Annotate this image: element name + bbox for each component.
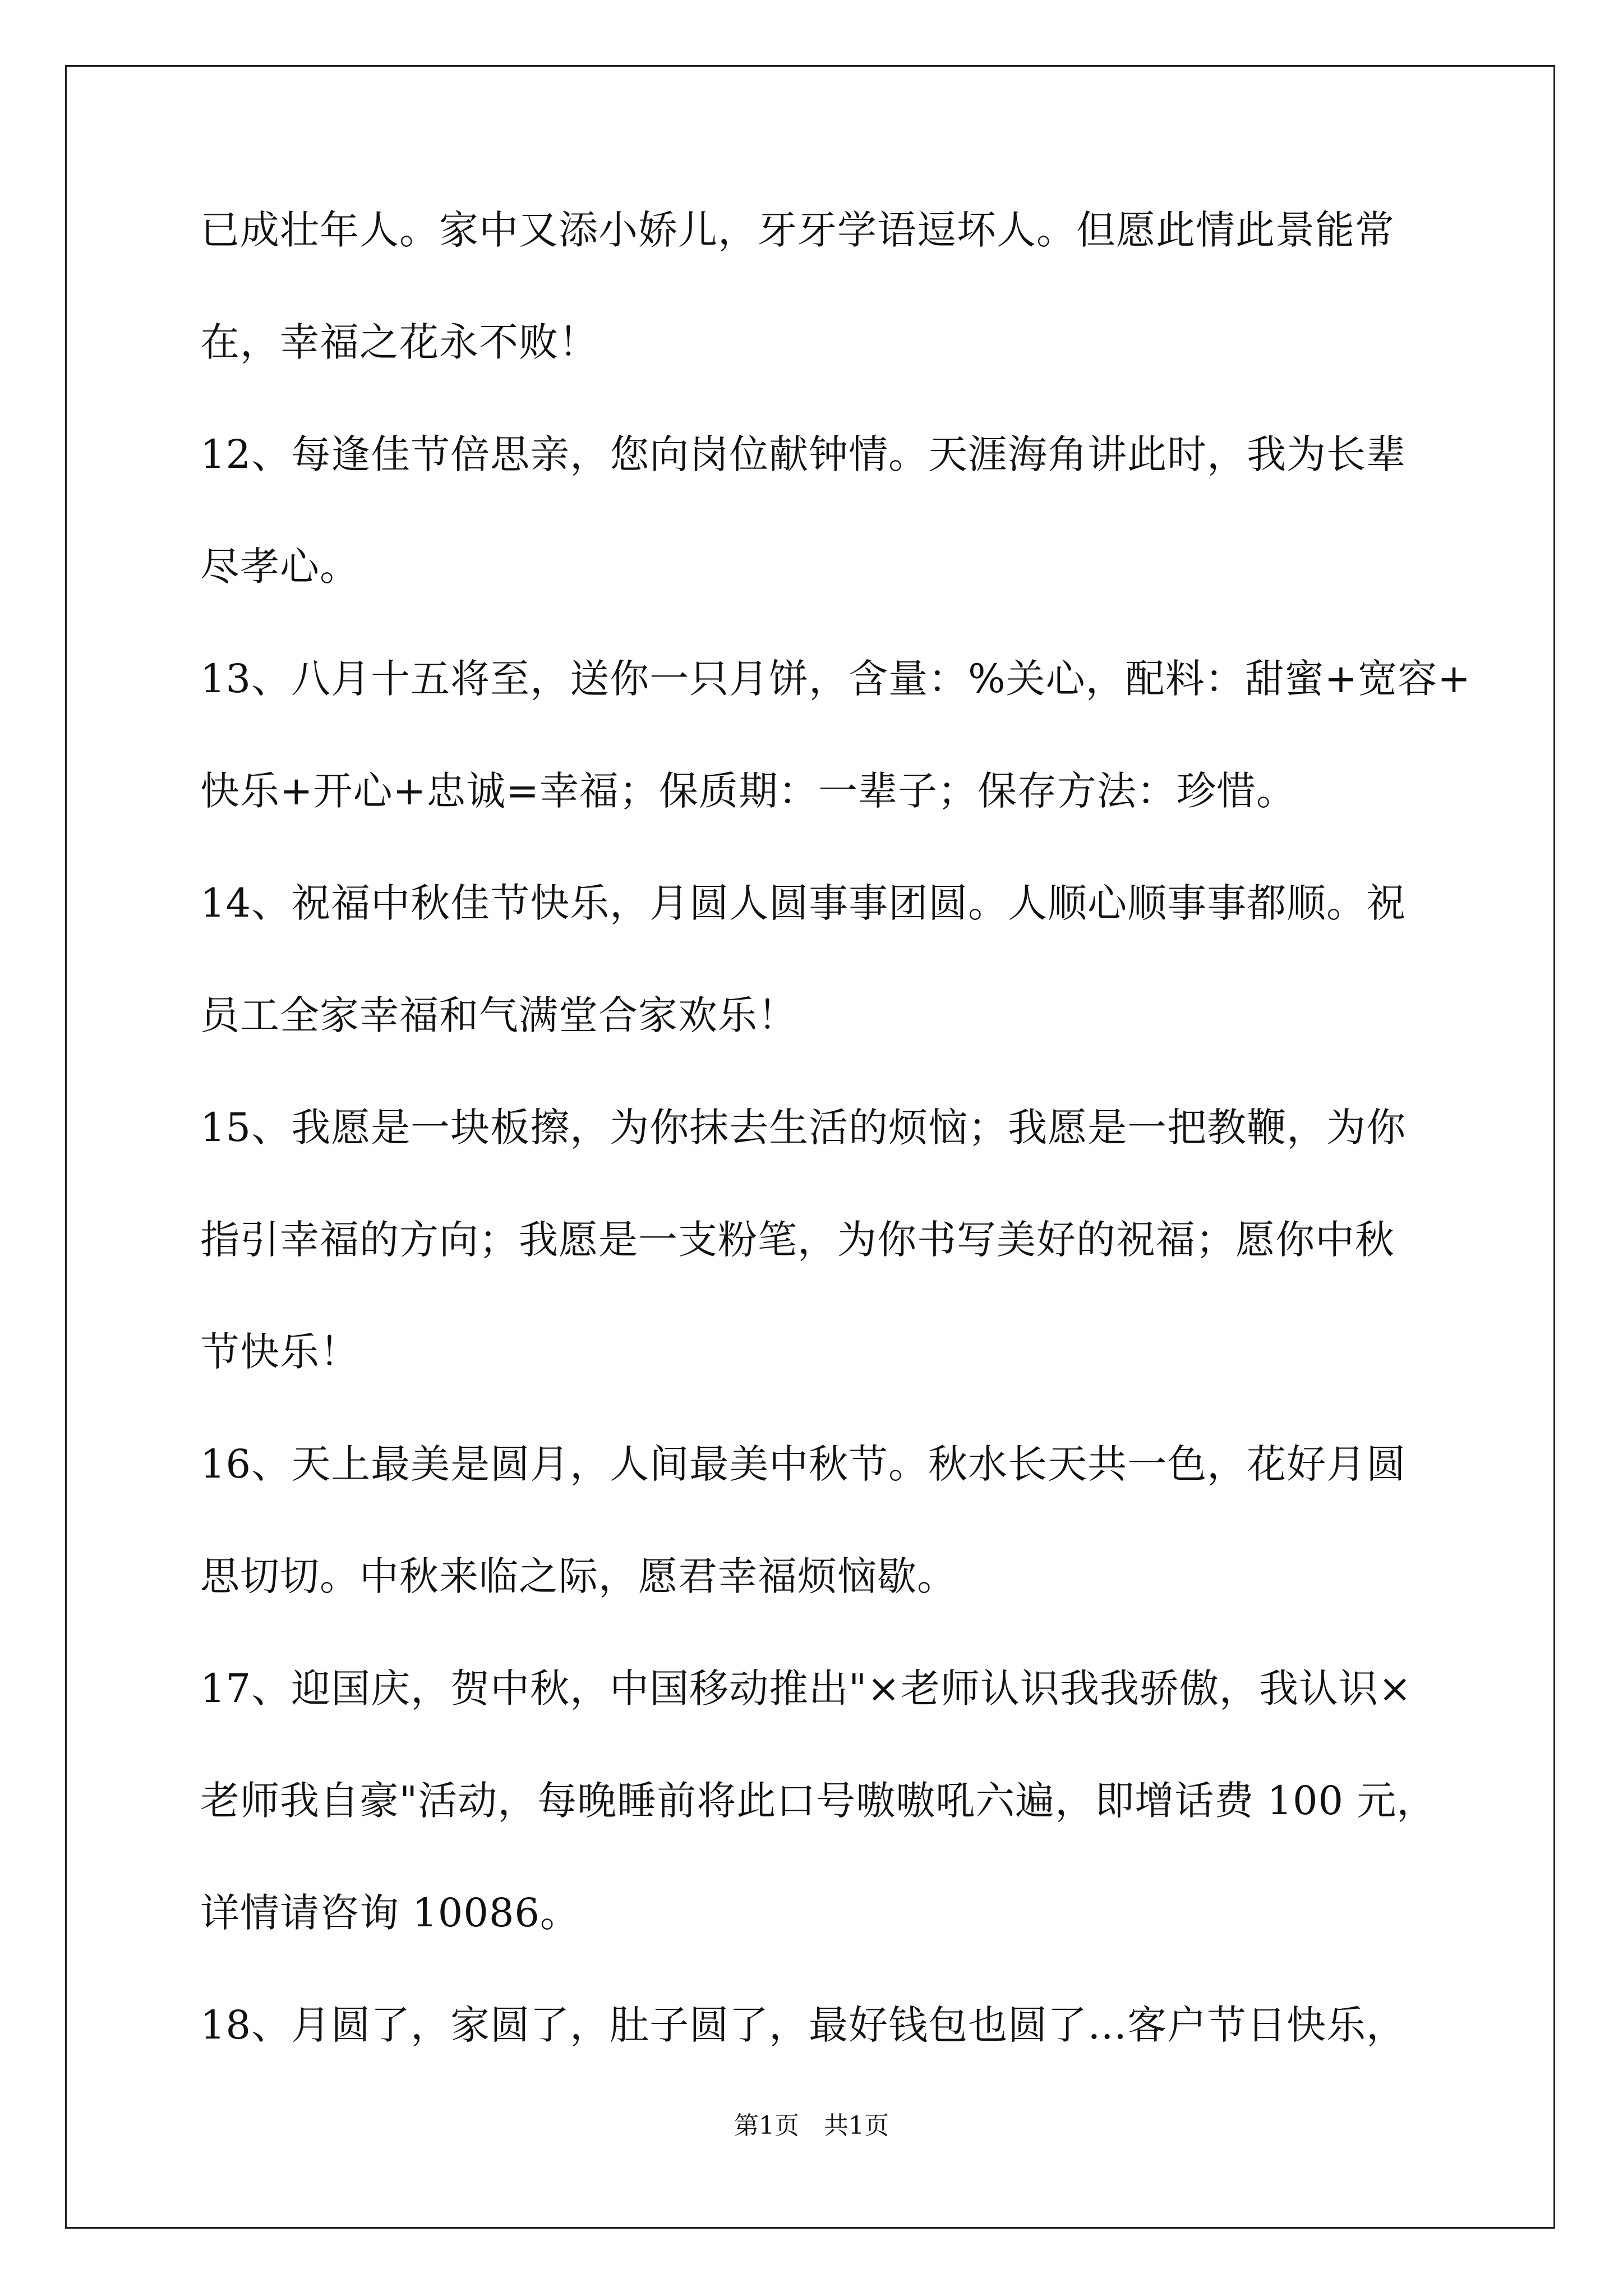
text-line: 16、天上最美是圆月，人间最美中秋节。秋水长天共一色，花好月圆: [200, 1441, 1407, 1487]
page-number: 第1页 共1页: [734, 2111, 889, 2140]
text-line: 在，幸福之花永不败！: [200, 319, 598, 365]
text-line: 已成壮年人。家中又添小娇儿，牙牙学语逗坏人。但愿此情此景能常: [200, 207, 1395, 253]
text-line: 老师我自豪"活动，每晚睡前将此口号嗷嗷吼六遍，即增话费 100 元，: [200, 1778, 1437, 1824]
text-line: 指引幸福的方向；我愿是一支粉笔，为你书写美好的祝福；愿你中秋: [200, 1217, 1395, 1263]
text-line: 思切切。中秋来临之际，愿君幸福烦恼歇。: [200, 1553, 957, 1599]
text-line: 13、八月十五将至，送你一只月饼，含量：%关心，配料：甜蜜+宽容+: [200, 656, 1471, 702]
text-line: 14、祝福中秋佳节快乐，月圆人圆事事团圆。人顺心顺事事都顺。祝: [200, 880, 1407, 926]
text-line: 17、迎国庆，贺中秋，中国移动推出"×老师认识我我骄傲，我认识×: [200, 1665, 1412, 1711]
text-line: 节快乐！: [200, 1329, 359, 1375]
text-line: 15、我愿是一块板擦，为你抹去生活的烦恼；我愿是一把教鞭，为你: [200, 1105, 1407, 1151]
text-line: 详情请咨询 10086。: [200, 1890, 580, 1936]
text-line: 尽孝心。: [200, 544, 359, 590]
text-line: 快乐+开心+忠诚=幸福；保质期：一辈子；保存方法：珍惜。: [200, 768, 1296, 814]
text-line: 12、每逢佳节倍思亲，您向岗位献钟情。天涯海角讲此时，我为长辈: [200, 431, 1407, 477]
text-line: 18、月圆了，家圆了，肚子圆了，最好钱包也圆了…客户节日快乐，: [200, 2002, 1407, 2048]
text-line: 员工全家幸福和气满堂合家欢乐！: [200, 992, 797, 1038]
